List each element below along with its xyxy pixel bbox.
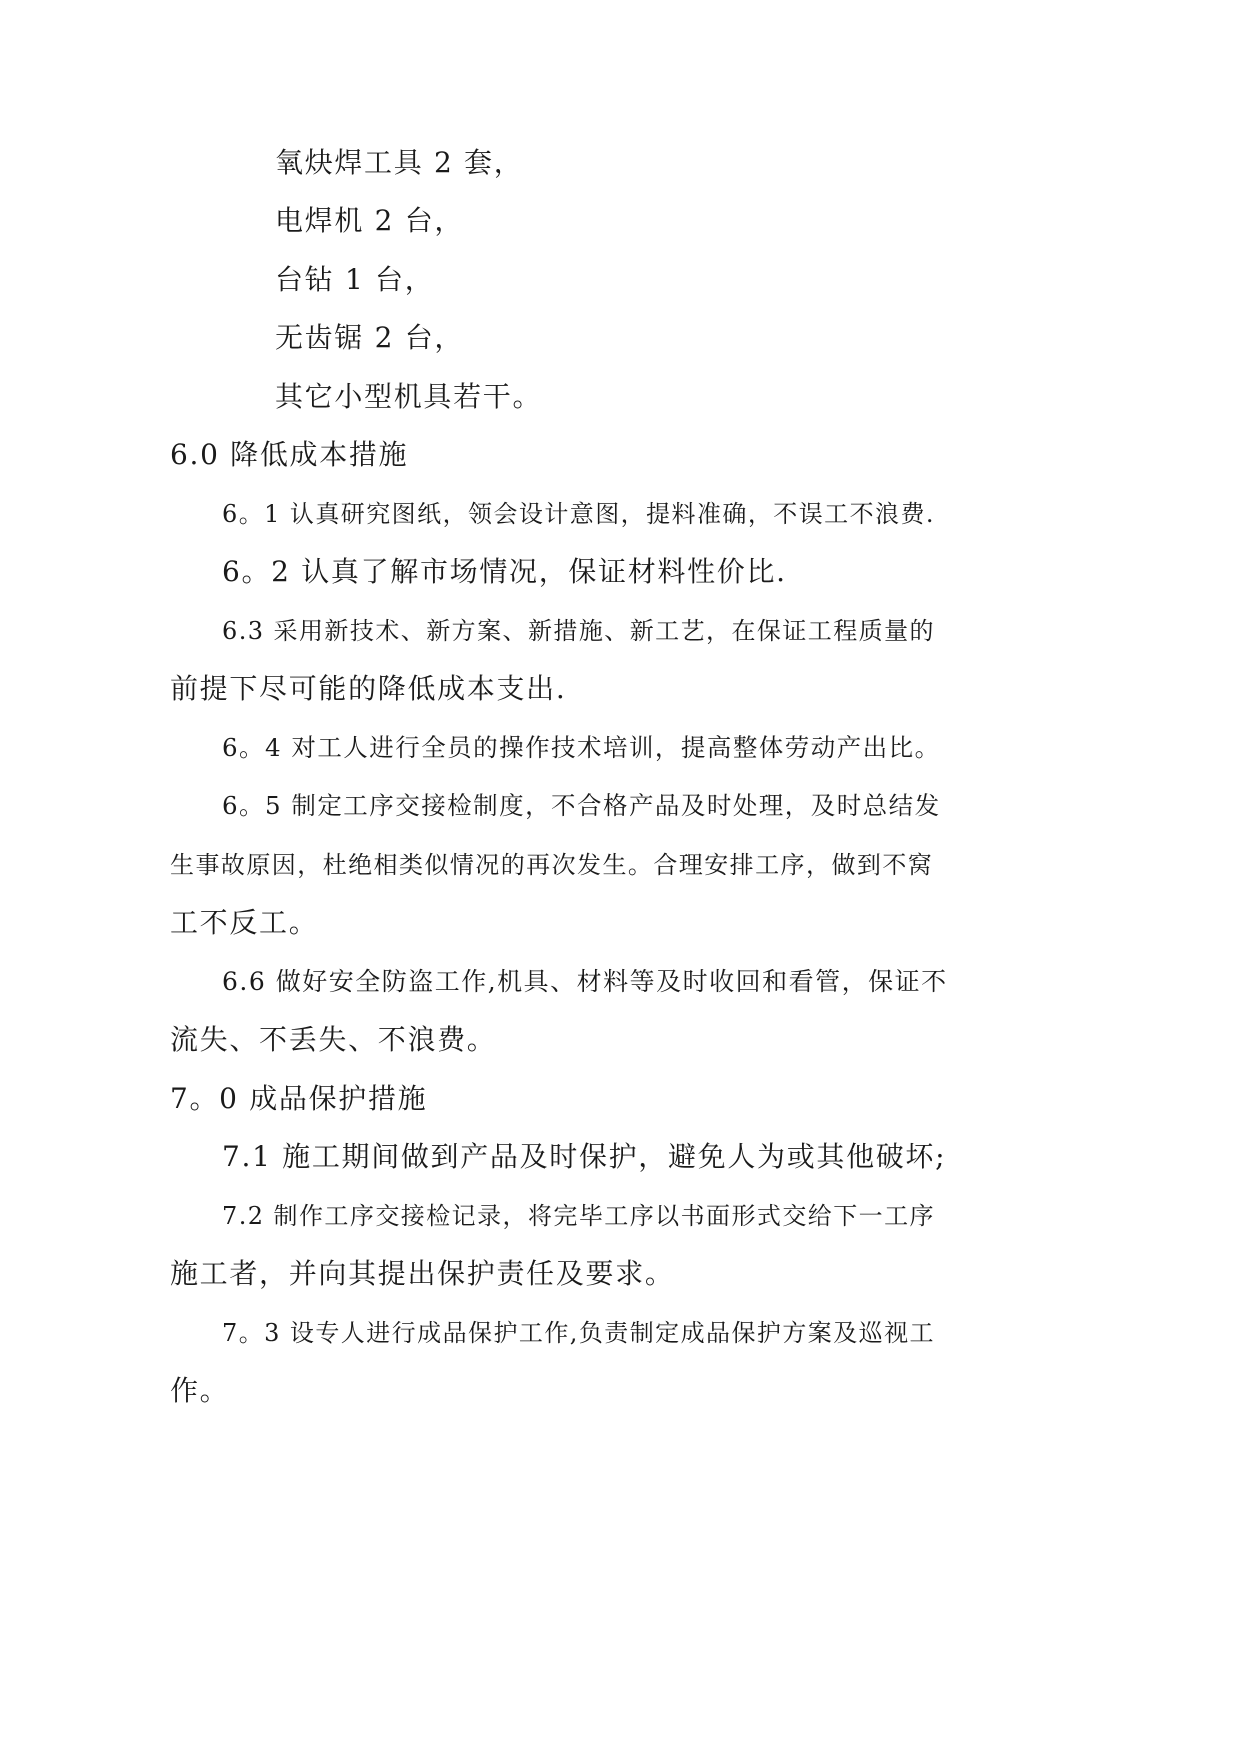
section-heading: 6.0 降低成本措施 xyxy=(170,438,409,471)
equipment-item: 电焊机 2 台， xyxy=(275,204,465,237)
equipment-item: 台钻 1 台， xyxy=(275,263,435,296)
paragraph-line: 作。 xyxy=(170,1374,230,1407)
equipment-item: 氧炔焊工具 2 套， xyxy=(275,146,524,179)
equipment-item: 无齿锯 2 台， xyxy=(275,321,465,354)
paragraph-line: 流失、不丢失、不浪费。 xyxy=(170,1023,497,1056)
paragraph-line: 7。3 设专人进行成品保护工作,负责制定成品保护方案及巡视工 xyxy=(222,1319,935,1347)
paragraph-line: 6.3 采用新技术、新方案、新措施、新工艺，在保证工程质量的 xyxy=(222,617,935,645)
paragraph-line: 6。5 制定工序交接检制度，不合格产品及时处理，及时总结发 xyxy=(222,791,941,820)
paragraph-line: 工不反工。 xyxy=(170,906,319,939)
paragraph-line: 6。1 认真研究图纸，领会设计意图，提料准确，不误工不浪费. xyxy=(222,500,935,528)
equipment-item: 其它小型机具若干。 xyxy=(275,380,543,413)
paragraph-line: 7.1 施工期间做到产品及时保护，避免人为或其他破坏; xyxy=(222,1140,947,1173)
paragraph-line: 施工者，并向其提出保护责任及要求。 xyxy=(170,1257,675,1290)
paragraph-line: 6。4 对工人进行全员的操作技术培训，提高整体劳动产出比。 xyxy=(222,733,941,762)
section-heading: 7。0 成品保护措施 xyxy=(170,1082,428,1115)
paragraph-line: 7.2 制作工序交接检记录，将完毕工序以书面形式交给下一工序 xyxy=(222,1202,935,1230)
paragraph-line: 前提下尽可能的降低成本支出. xyxy=(170,672,567,705)
paragraph-line: 生事故原因，杜绝相类似情况的再次发生。合理安排工序，做到不窝 xyxy=(170,851,934,879)
paragraph-line: 6。2 认真了解市场情况，保证材料性价比. xyxy=(222,555,787,588)
paragraph-line: 6.6 做好安全防盗工作,机具、材料等及时收回和看管，保证不 xyxy=(222,967,948,996)
